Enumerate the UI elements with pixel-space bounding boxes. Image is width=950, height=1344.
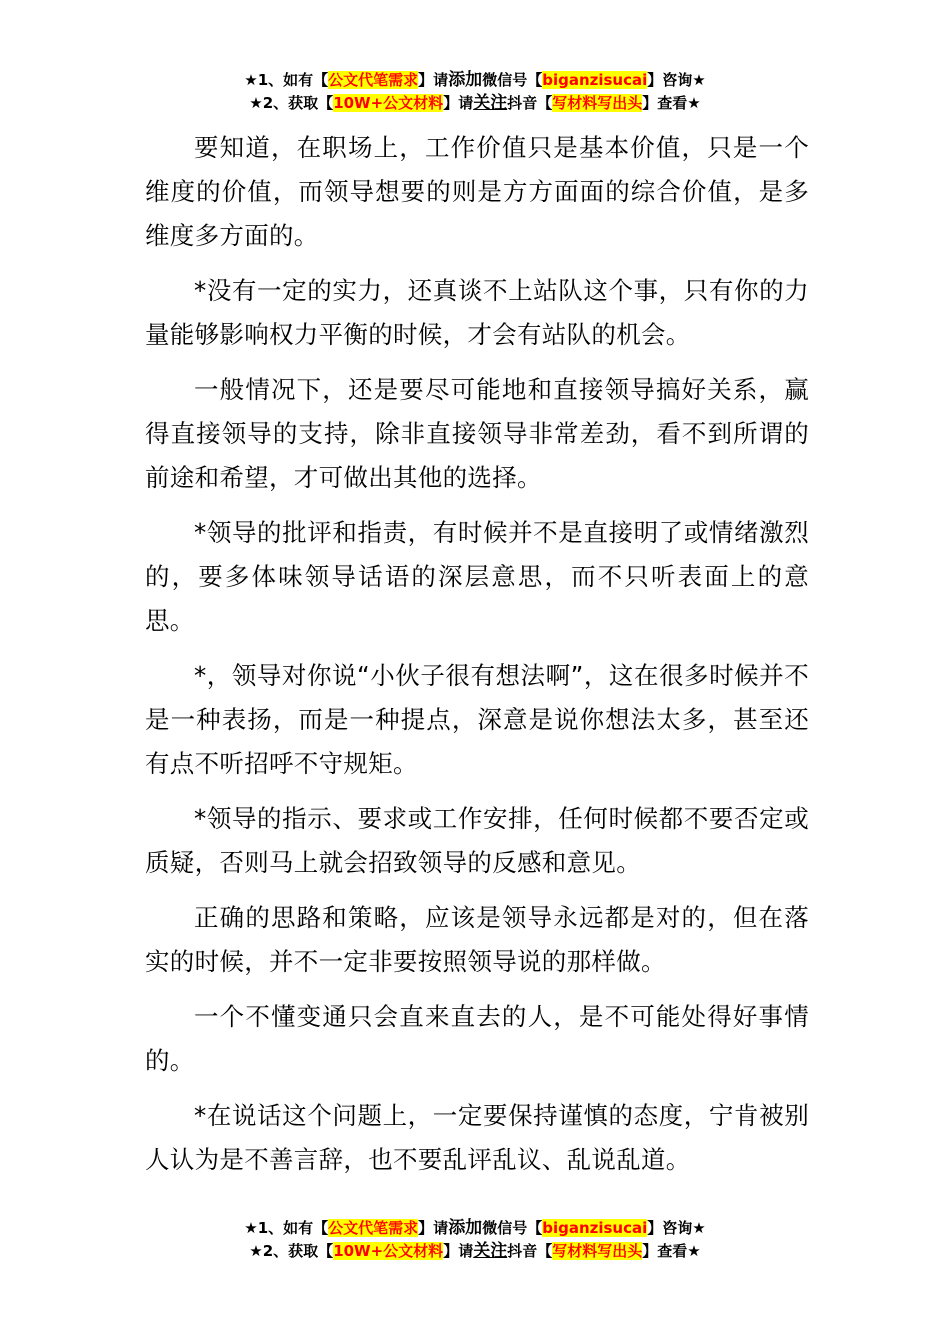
document-body xyxy=(145,126,809,1193)
paragraph: *，领导对你说“小伙子很有想法啊”，这在很多时候并不是一种表扬，而是一种提点，深意是说你想法太多，甚至还有点不听招呼不守规矩。 xyxy=(145,661,809,778)
paragraph: *没有一定的实力，还真谈不上站队这个事，只有你的力量能够影响权力平衡的时候，才会有站队的机会。 xyxy=(145,276,809,349)
paragraph: *在说话这个问题上，一定要保持谨慎的态度，宁肯被别人认为是不善言辞，也不要乱评乱议、乱说乱道。 xyxy=(145,1101,809,1174)
banner-line-2: ★2、获取【10W+公文材料】请关注抖音【写材料写出头】查看★ xyxy=(249,1241,701,1261)
paragraph: 要知道，在职场上，工作价值只是基本价值，只是一个维度的价值，而领导想要的则是方方面面的综合价值，是多维度多方面的。 xyxy=(145,133,809,250)
banner-highlight-wechat-id: biganzisucai xyxy=(542,71,648,89)
paragraph: *领导的指示、要求或工作安排，任何时候都不要否定或质疑，否则马上就会招致领导的反感和意见。 xyxy=(145,804,809,877)
banner-highlight-materials: 10W+公文材料 xyxy=(333,1242,444,1260)
banner-highlight-service: 公文代笔需求 xyxy=(328,1219,419,1237)
paragraph: *领导的批评和指责，有时候并不是直接明了或情绪激烈的，要多体味领导话语的深层意思，而不只听表面上的意思。 xyxy=(145,518,809,635)
paragraph: 正确的思路和策略，应该是领导永远都是对的，但在落实的时候，并不一定非要按照领导说的那样做。 xyxy=(145,903,809,976)
banner-highlight-douyin: 写材料写出头 xyxy=(552,94,643,112)
banner-line-1: ★1、如有【公文代笔需求】请添加微信号【biganzisucai】咨询★ xyxy=(244,1218,706,1238)
banner-highlight-service: 公文代笔需求 xyxy=(328,71,419,89)
banner-line-1: ★1、如有【公文代笔需求】请添加微信号【biganzisucai】咨询★ xyxy=(244,70,706,90)
paragraph: 一般情况下，还是要尽可能地和直接领导搞好关系，赢得直接领导的支持，除非直接领导非常差劲，看不到所谓的前途和希望，才可做出其他的选择。 xyxy=(145,375,809,492)
header-banner xyxy=(0,69,950,115)
banner-highlight-materials: 10W+公文材料 xyxy=(333,94,444,112)
paragraph: 一个不懂变通只会直来直去的人，是不可能处得好事情的。 xyxy=(145,1002,809,1075)
banner-highlight-douyin: 写材料写出头 xyxy=(552,1242,643,1260)
banner-highlight-wechat-id: biganzisucai xyxy=(542,1219,648,1237)
footer-banner xyxy=(0,1217,950,1263)
banner-line-2: ★2、获取【10W+公文材料】请关注抖音【写材料写出头】查看★ xyxy=(249,93,701,113)
